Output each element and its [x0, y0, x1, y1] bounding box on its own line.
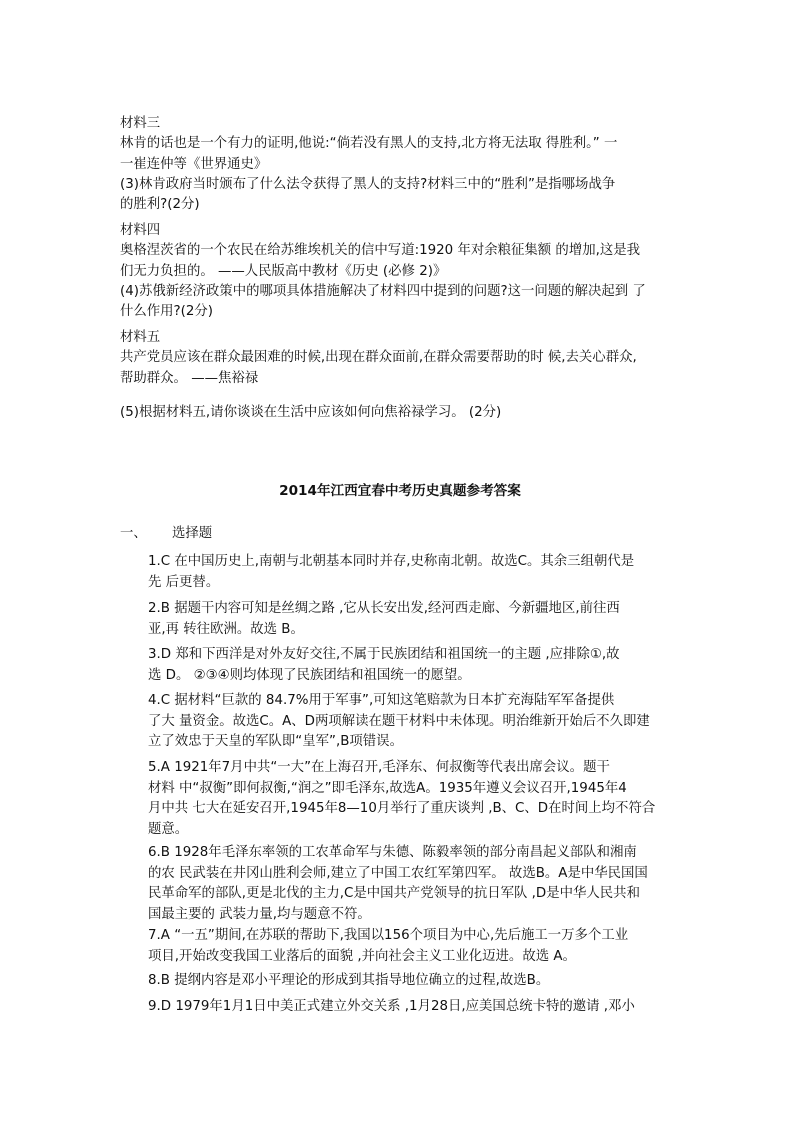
section-number: 一、: [120, 526, 147, 541]
answer-8: [148, 971, 688, 992]
question-text: 的胜利?(2分): [120, 197, 200, 213]
answer-text: 材料 中“叔衡”即何叔衡,“润之”即毛泽东,故选A。1935年遵义会议召开,1945年4: [148, 780, 627, 796]
answer-9: [148, 997, 688, 1018]
material-3: [120, 114, 680, 215]
material-text: 共产党员应该在群众最困难的时候,出现在群众面前,在群众需要帮助的时 候,去关心群众,: [120, 350, 637, 366]
answer-text: 8.B 提纲内容是邓小平理论的形成到其指导地位确立的过程,故选B。: [148, 973, 550, 988]
answer-text: 立了效忠于天皇的军队即“皇军”,B项错误。: [148, 734, 403, 749]
answer-text: 7.A “一五”期间,在苏联的帮助下,我国以156个项目为中心,先后施工一万多个工业: [148, 928, 629, 943]
answer-3: [148, 645, 688, 686]
material-text: 林肯的话也是一个有力的证明,他说:“倘若没有黑人的支持,北方将无法取 得胜利。” 一: [120, 136, 618, 152]
question-text: (4)苏俄新经济政策中的哪项具体措施解决了材料四中提到的问题?这一问题的解决起到 了: [120, 283, 646, 299]
answer-text: 题意。: [148, 821, 189, 837]
answer-2: [148, 599, 688, 640]
material-5: [120, 328, 680, 389]
answer-text: 4.C 据材料“巨款的 84.7%用于军事”,可知这笔赔款为日本扩充海陆军军备提供: [148, 693, 615, 708]
answer-text: 2.B 据题干内容可知是丝绸之路 ,它从长安出发,经河西走廊、今新疆地区,前往西: [148, 601, 620, 616]
section-heading: [120, 524, 212, 544]
answer-1: [148, 552, 688, 593]
material-4: [120, 221, 680, 322]
answer-text: 3.D 郑和下西洋是对外友好交往,不属于民族团结和祖国统一的主题 ,应排除①,故: [148, 647, 620, 662]
material-heading: 材料四: [120, 223, 161, 238]
answer-text: 国最主要的 武装力量,均与题意不符。: [148, 906, 371, 922]
question-text: 什么作用?(2分): [120, 304, 214, 320]
material-5-question: [120, 403, 680, 423]
answer-text: 1.C 在中国历史上,南朝与北朝基本同时并存,史称南北朝。故选C。其余三组朝代是: [148, 554, 635, 569]
answer-text: 民革命军的部队,更是北伐的主力,C是中国共产党领导的抗日军队 ,D是中华人民共和: [148, 886, 640, 901]
answer-text: 亚,再 转往欧洲。故选 B。: [148, 621, 304, 637]
answer-text: 的农 民武装在井冈山胜利会师,建立了中国工农红军第四军。 故选B。A是中华民国国: [148, 865, 648, 881]
answer-text: 月中共 七大在延安召开,1945年8—10月举行了重庆谈判 ,B、C、D在时间上均不符合: [148, 801, 656, 816]
answer-7: [148, 926, 688, 967]
material-text: 们无力负担的。 ——人民版高中教材《历史 (必修 2)》: [120, 263, 447, 279]
question-text: (5)根据材料五,请你谈谈在生活中应该如何向焦裕禄学习。 (2分): [120, 405, 502, 420]
answer-text: 6.B 1928年毛泽东率领的工农革命军与朱德、陈毅率领的部分南昌起义部队和湘南: [148, 845, 637, 860]
answer-text: 5.A 1921年7月中共“一大”在上海召开,毛泽东、何叔衡等代表出席会议。题干: [148, 760, 610, 775]
answer-text: 项目,开始改变我国工业落后的面貌 ,并向社会主义工业化迈进。故选 A。: [148, 948, 576, 964]
answer-text: 选 D。 ②③④则均体现了民族团结和祖国统一的愿望。: [148, 667, 471, 683]
answer-text: 先 后更替。: [148, 574, 220, 590]
material-text: 帮助群众。 ——焦裕禄: [120, 370, 259, 386]
material-text: 一崔连仲等《世界通史》: [120, 156, 268, 172]
answer-text: 了大 量资金。故选C。A、D两项解读在题干材料中未体现。明治维新开始后不久即建: [148, 713, 650, 729]
answer-6: [148, 843, 688, 925]
answer-title: 2014年江西宜春中考历史真题参考答案: [279, 483, 521, 499]
material-text: 奥格涅茨省的一个农民在给苏维埃机关的信中写道:1920 年对余粮征集额 的增加,这是我: [120, 243, 641, 259]
section-label: 选择题: [172, 526, 213, 541]
material-heading: 材料五: [120, 330, 161, 345]
answer-text: 9.D 1979年1月1日中美正式建立外交关系 ,1月28日,应美国总统卡特的邀请 ,邓小: [148, 999, 635, 1014]
question-text: (3)林肯政府当时颁布了什么法令获得了黑人的支持?材料三中的“胜利”是指哪场战争: [120, 176, 616, 192]
material-heading: 材料三: [120, 116, 161, 131]
answer-4: [148, 691, 688, 753]
answer-5: [148, 758, 688, 840]
